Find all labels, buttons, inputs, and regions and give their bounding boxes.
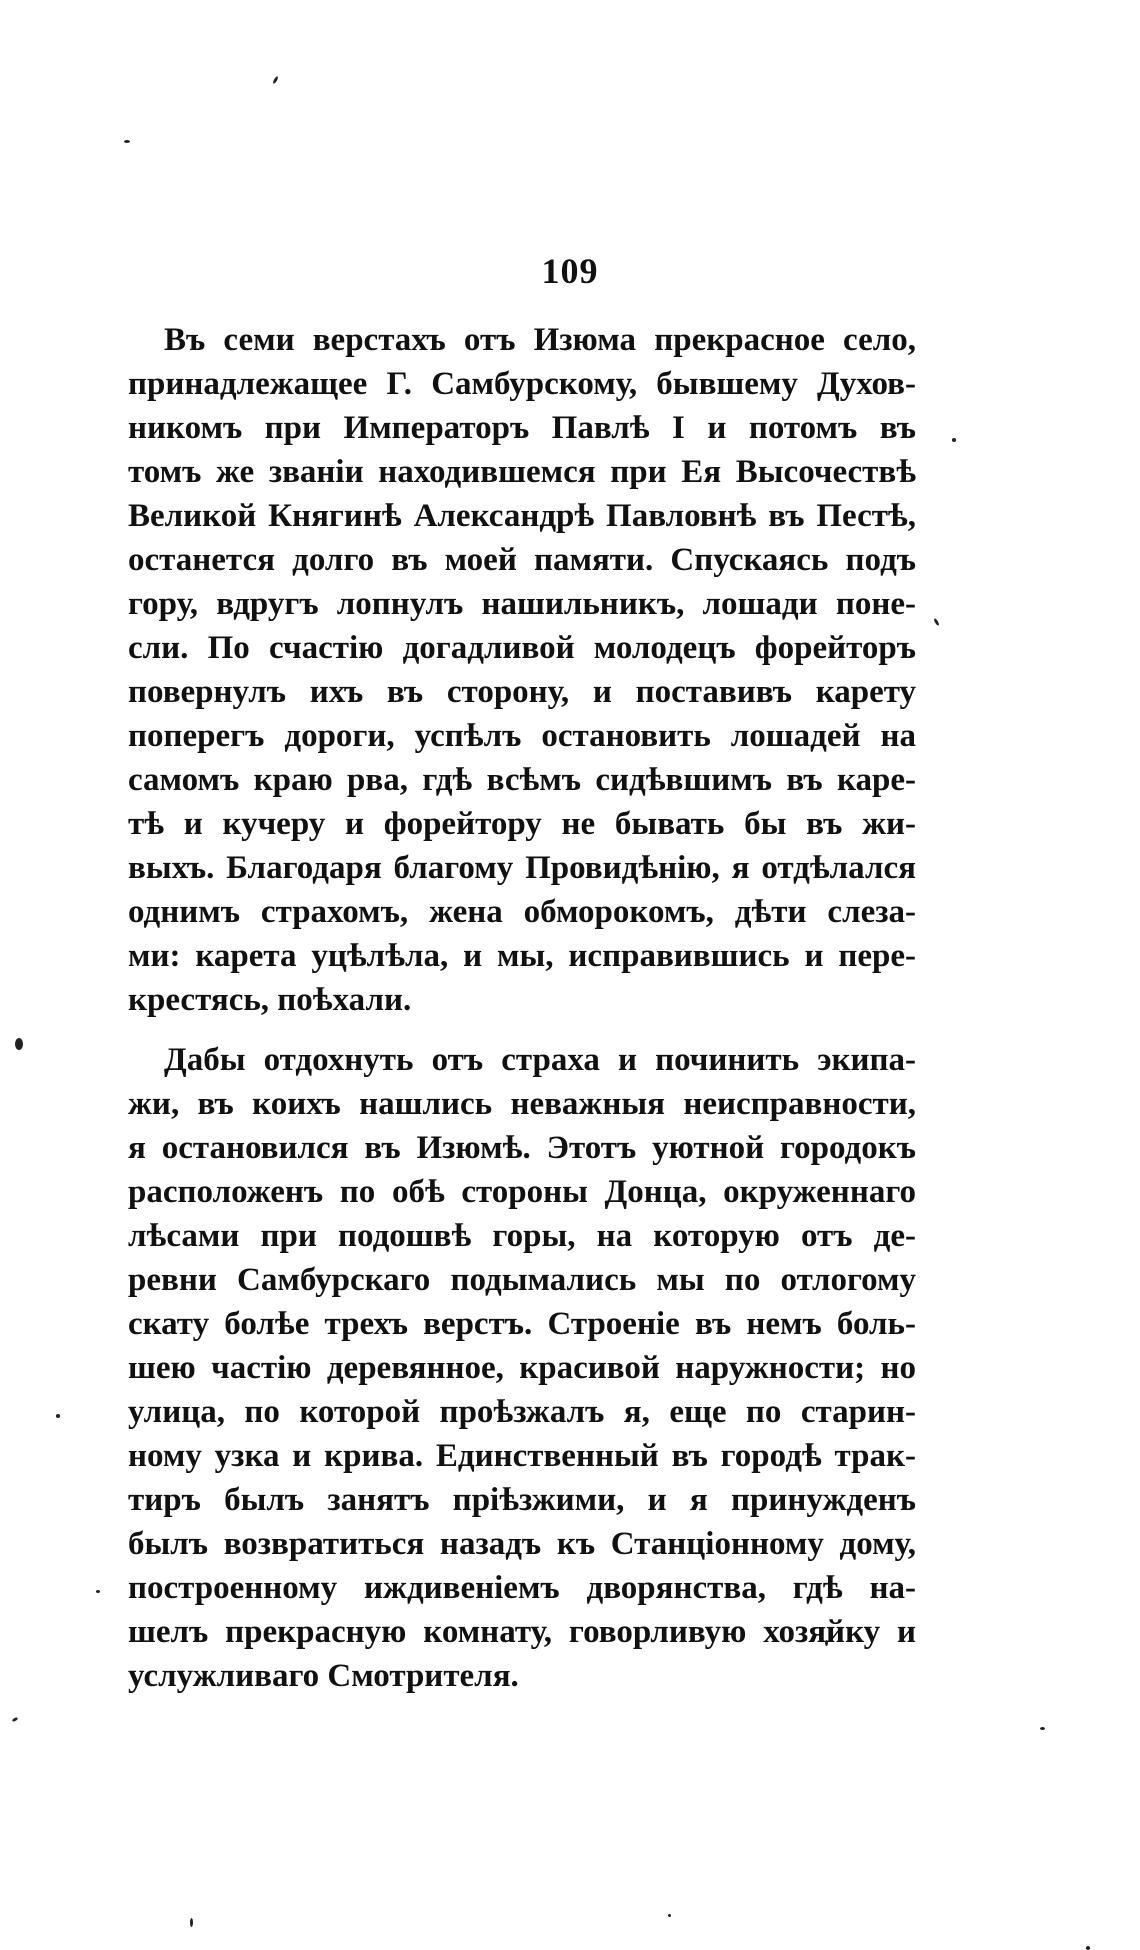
paragraph-2: [128, 1038, 916, 1698]
text-line: былъ возвратиться назадъ къ Станціонному дому,: [128, 1526, 916, 1562]
scan-speck: [12, 1717, 19, 1723]
scan-speck: [96, 1590, 100, 1593]
paragraph-1: [128, 318, 916, 1022]
page-number: 109: [541, 251, 599, 291]
text-line: повернулъ ихъ въ сторону, и поставивъ карету: [128, 674, 916, 710]
text-line: расположенъ по обѣ стороны Донца, окруженнаго: [128, 1174, 916, 1210]
body-text: [128, 318, 916, 1698]
text-line: ревни Самбурскаго подымались мы по отлогому: [128, 1262, 916, 1298]
text-line: выхъ. Благодаря благому Провидѣнію, я отдѣлался: [128, 850, 916, 886]
text-line: шелъ прекрасную комнату, говорливую хозяйку и: [128, 1614, 916, 1650]
scan-speck: [56, 1414, 60, 1418]
text-line: однимъ страхомъ, жена обморокомъ, дѣти слеза-: [128, 894, 916, 930]
text-line: останется долго въ моей памяти. Спускаясь подъ: [128, 542, 916, 578]
text-line: поперегъ дороги, успѣлъ остановить лошадей на: [128, 718, 916, 754]
text-line: услужливаго Смотрителя.: [128, 1658, 519, 1694]
scan-speck: [933, 618, 940, 626]
scan-speck: [190, 1918, 193, 1927]
text-line: тиръ былъ занятъ пріѣзжими, и я принужденъ: [128, 1482, 916, 1518]
text-line: сли. По счастію догадливой молодецъ форейторъ: [128, 630, 916, 666]
text-line: самомъ краю рва, гдѣ всѣмъ сидѣвшимъ въ каре-: [128, 762, 916, 798]
text-line: томъ же званіи находившемся при Ея Высочествѣ: [128, 454, 916, 490]
scan-speck: [668, 1914, 671, 1917]
text-line: Въ семи верстахъ отъ Изюма прекрасное село,: [164, 322, 916, 358]
text-line: жи, въ коихъ нашлись неважныя неисправности,: [128, 1086, 916, 1122]
scan-speck: [15, 1038, 23, 1050]
scan-speck: [952, 438, 956, 442]
text-line: крестясь, поѣхали.: [128, 982, 412, 1018]
text-line: ному узка и крива. Единственный въ городѣ трак-: [128, 1438, 916, 1474]
text-line: построенному иждивеніемъ дворянства, гдѣ на-: [128, 1570, 916, 1606]
scan-speck: [1040, 1727, 1045, 1730]
text-line: Дабы отдохнуть отъ страха и починить экипа-: [164, 1042, 916, 1078]
scan-speck: [272, 76, 279, 84]
text-line: никомъ при Императоръ Павлѣ I и потомъ въ: [128, 410, 916, 446]
text-line: гору, вдругъ лопнулъ нашильникъ, лошади поне-: [128, 586, 916, 622]
scan-speck: [1086, 1946, 1090, 1950]
text-line: ми: карета уцѣлѣла, и мы, исправившись и пере-: [128, 938, 916, 974]
text-line: скату болѣе трехъ верстъ. Строеніе въ немъ боль-: [128, 1306, 916, 1342]
text-line: Великой Княгинѣ Александрѣ Павловнѣ въ Пестѣ,: [128, 498, 916, 534]
text-line: тѣ и кучеру и форейтору не бывать бы въ жи-: [128, 806, 916, 842]
text-line: улица, по которой проѣзжалъ я, еще по старин-: [128, 1394, 916, 1430]
text-line: лѣсами при подошвѣ горы, на которую отъ де-: [128, 1218, 916, 1254]
text-line: шею частію деревянное, красивой наружности; но: [128, 1350, 916, 1386]
scan-speck: [124, 140, 130, 143]
paragraph-gap: [128, 1022, 916, 1038]
text-line: я остановился въ Изюмѣ. Этотъ уютной городокъ: [128, 1130, 916, 1166]
text-line: принадлежащее Г. Самбурскому, бывшему Духов-: [128, 366, 916, 402]
